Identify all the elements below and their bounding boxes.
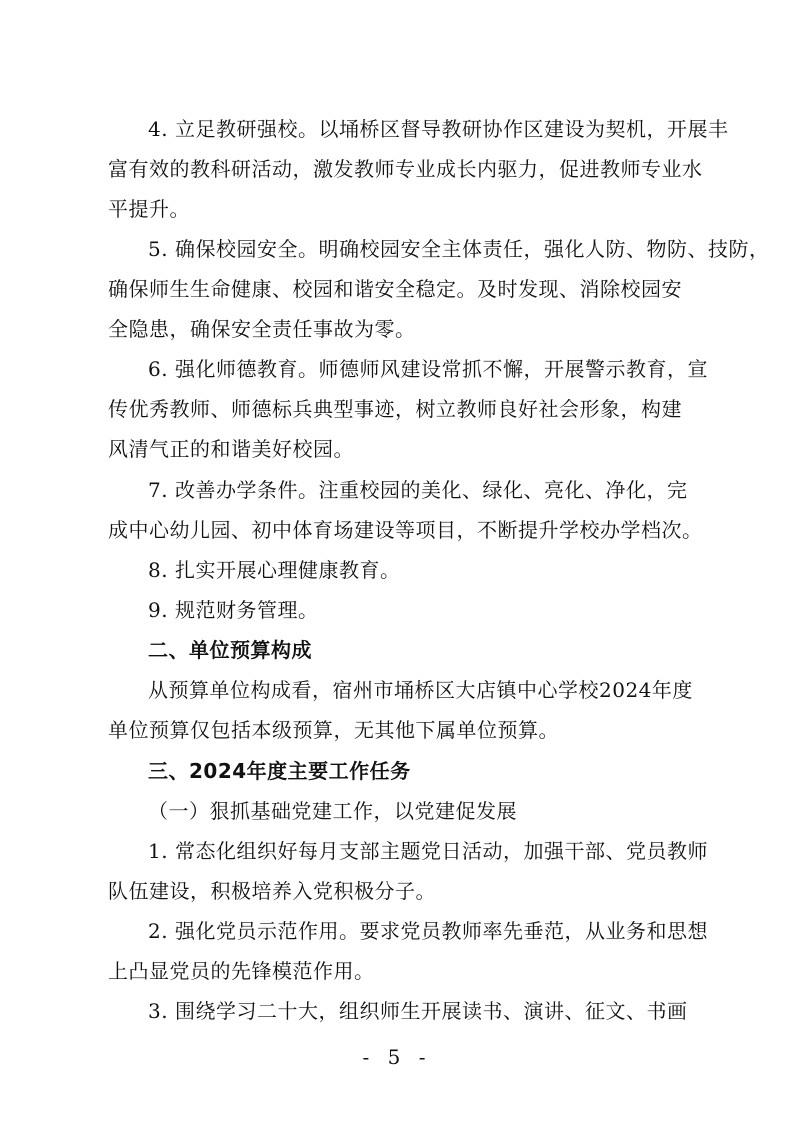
para-8: 8. 扎实开展心理健康教育。	[148, 558, 401, 582]
para-5-line-2: 确保师生生命健康、校园和谐安全稳定。及时发现、消除校园安	[108, 277, 682, 301]
task-1-line-1: 1. 常态化组织好每月支部主题党日活动，加强干部、党员教师	[148, 839, 708, 863]
para-7-line-1: 7. 改善办学条件。注重校园的美化、绿化、亮化、净化，完	[148, 478, 688, 502]
para-4-line-2: 富有效的教科研活动，激发教师专业成长内驱力，促进教师专业水	[108, 157, 703, 181]
para-6-line-3: 风清气正的和谐美好校园。	[108, 437, 354, 461]
para-5-line-1: 5. 确保校园安全。明确校园安全主体责任，强化人防、物防、技防，	[148, 237, 770, 261]
section-heading-3: 三、2024年度主要工作任务	[148, 759, 411, 783]
task-1-line-2: 队伍建设，积极培养入党积极分子。	[108, 879, 436, 903]
task-2-line-2: 上凸显党员的先锋模范作用。	[108, 959, 375, 983]
para-7-line-2: 成中心幼儿园、初中体育场建设等项目，不断提升学校办学档次。	[108, 518, 703, 542]
budget-para-line-1: 从预算单位构成看，宿州市埇桥区大店镇中心学校2024年度	[148, 678, 693, 702]
para-5-line-3: 全隐患，确保安全责任事故为零。	[108, 317, 416, 341]
task-2-line-1: 2. 强化党员示范作用。要求党员教师率先垂范，从业务和思想	[148, 919, 708, 943]
page-number: - 5 -	[362, 1045, 432, 1069]
task-3-line-1: 3. 围绕学习二十大，组织师生开展读书、演讲、征文、书画	[148, 999, 688, 1023]
para-9: 9. 规范财务管理。	[148, 598, 319, 622]
budget-para-line-2: 单位预算仅包括本级预算，无其他下属单位预算。	[108, 718, 559, 742]
para-6-line-1: 6. 强化师德教育。师德师风建设常抓不懈，开展警示教育，宣	[148, 357, 708, 381]
para-6-line-2: 传优秀教师、师德标兵典型事迹，树立教师良好社会形象，构建	[108, 397, 682, 421]
subsection-heading-1: （一）狠抓基础党建工作，以党建促发展	[148, 799, 517, 823]
para-4-line-3: 平提升。	[108, 197, 190, 221]
para-4-line-1: 4. 立足教研强校。以埇桥区督导教研协作区建设为契机，开展丰	[148, 117, 729, 141]
section-heading-2: 二、单位预算构成	[148, 638, 312, 662]
